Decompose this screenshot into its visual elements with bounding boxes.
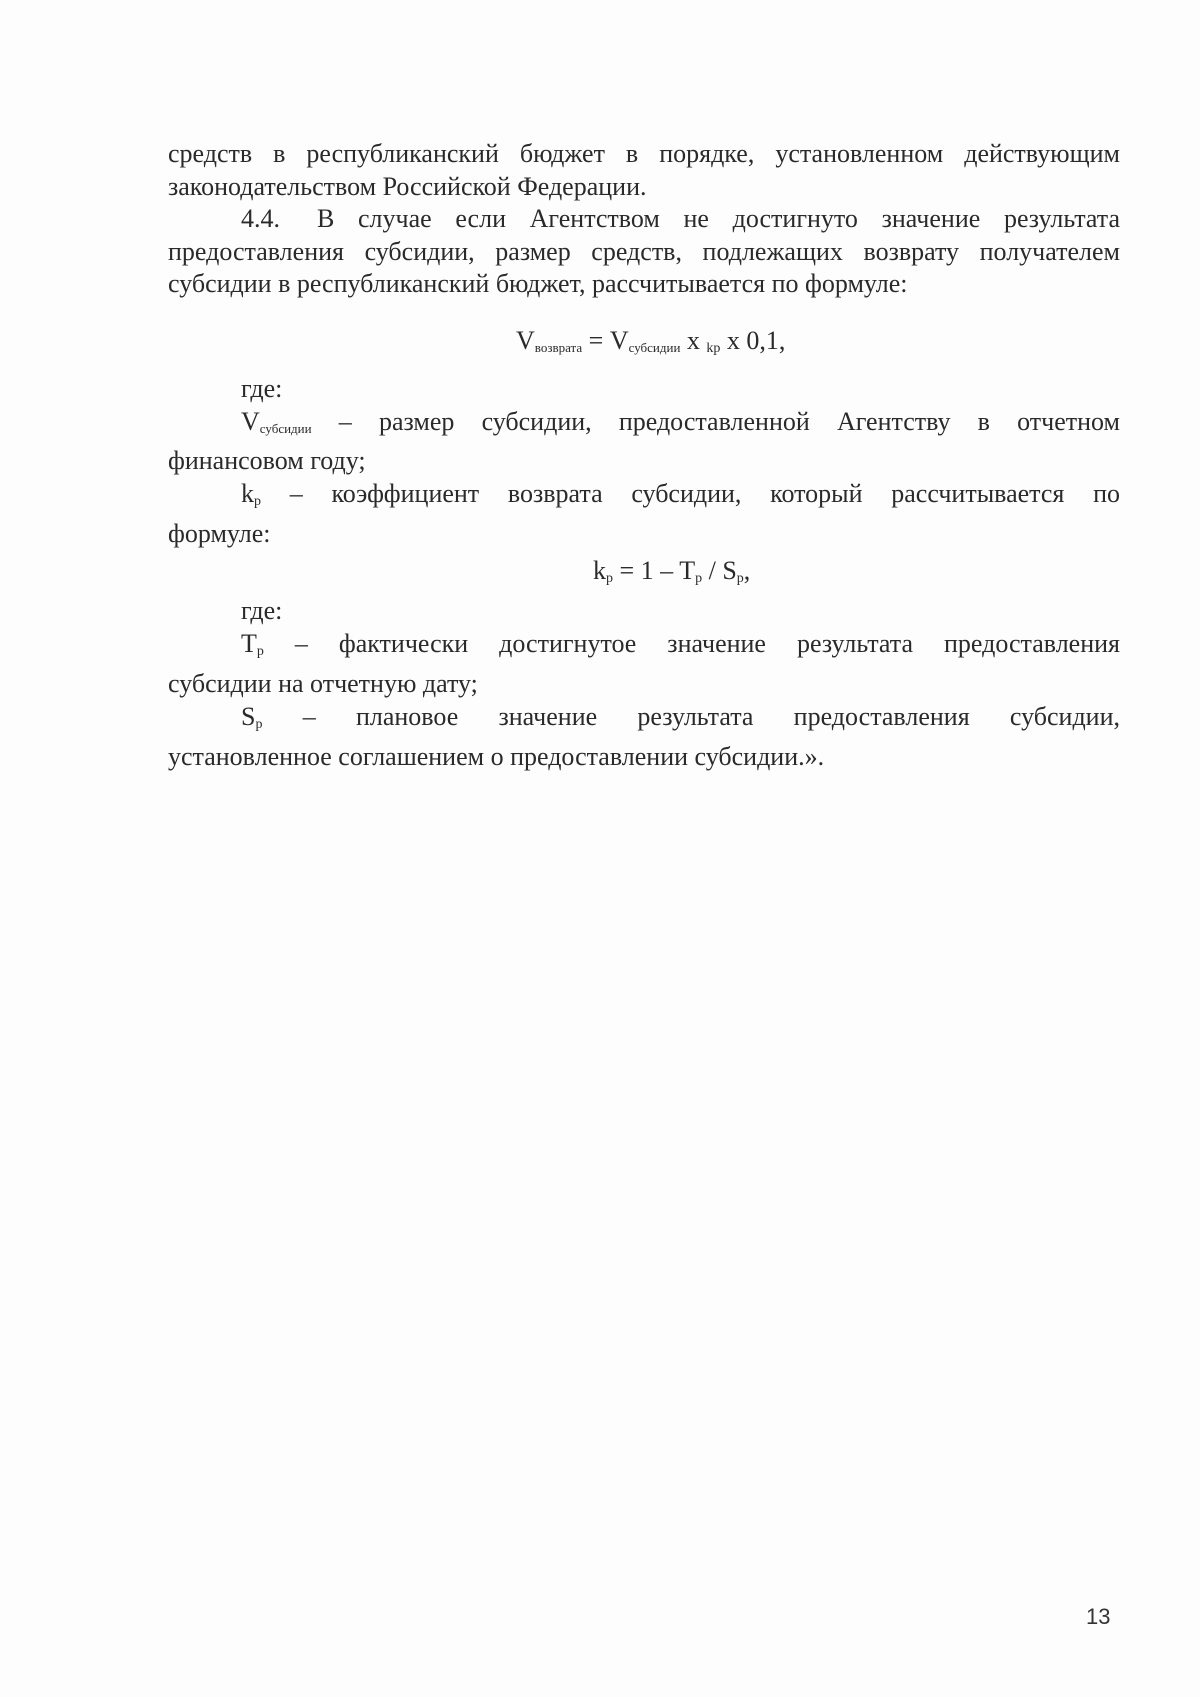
definition-sp: [168, 701, 1120, 742]
text-line: установленное соглашением о предоставлении субсидии.».: [168, 742, 825, 771]
text-line: предоставления субсидии, размер средств, подлежащих возврату получателем: [168, 236, 1120, 266]
formula-subscript: субсидии: [259, 420, 312, 436]
formula-subscript: p: [736, 570, 744, 586]
formula-operator: =: [582, 325, 610, 355]
definition-vsub: [168, 406, 1120, 446]
paragraph-number: 4.4.: [241, 204, 280, 233]
formula-subscript: p: [255, 716, 263, 732]
formula-subscript: возврата: [534, 339, 583, 355]
definition-text: – размер субсидии, предоставленной Агентству в отчетном: [311, 406, 1120, 436]
definition-text: – плановое значение результата предоставления субсидии,: [262, 701, 1120, 731]
formula-subscript: p: [695, 570, 703, 586]
formula-kp: [168, 555, 1120, 596]
text-line: формуле:: [168, 519, 271, 548]
formula-symbol: V: [609, 325, 629, 355]
formula-operator: /: [702, 555, 723, 585]
definition-text: – коэффициент возврата субсидии, который рассчитывается по: [261, 478, 1120, 508]
formula-subscript: субсидии: [628, 339, 681, 355]
formula-operator: ,: [743, 555, 751, 585]
formula-symbol: k: [593, 555, 606, 585]
page-number: 13: [1086, 1604, 1111, 1629]
formula-symbol: V: [241, 406, 260, 436]
formula-vozvrata: [168, 325, 1120, 366]
formula-symbol: S: [241, 701, 256, 731]
text-line: средств в республиканский бюджет в порядке, установленном действующим: [168, 139, 1120, 168]
formula-subscript: p: [254, 493, 261, 509]
formula-symbol: T: [241, 628, 257, 658]
document-body: [168, 138, 1120, 774]
formula-symbol: S: [722, 555, 737, 585]
paragraph-4-4: [168, 203, 1120, 236]
text-line: законодательством Российской Федерации.: [168, 171, 647, 201]
formula-subscript: p: [256, 643, 264, 659]
formula-symbol: T: [679, 555, 696, 585]
formula-symbol: k: [241, 478, 254, 508]
formula-subscript: p: [606, 570, 613, 586]
definition-tp: [168, 628, 1120, 669]
formula-operator: x: [680, 325, 707, 355]
text-line: субсидии на отчетную дату;: [168, 669, 478, 698]
paragraph-text: В случае если Агентством не достигнуто значение результата: [317, 204, 1120, 233]
text-line: где:: [241, 596, 283, 625]
formula-operator: x 0,1,: [720, 325, 786, 355]
text-line: субсидии в республиканский бюджет, рассчитывается по формуле:: [168, 269, 908, 298]
text-line: финансовом году;: [168, 446, 366, 475]
formula-subscript: kp: [706, 340, 721, 356]
formula-operator: = 1 –: [613, 555, 680, 585]
definition-kp: [168, 478, 1120, 519]
formula-symbol: V: [516, 325, 535, 355]
text-line: где:: [241, 374, 283, 403]
definition-text: – фактически достигнутое значение результата предоставления: [263, 628, 1120, 658]
